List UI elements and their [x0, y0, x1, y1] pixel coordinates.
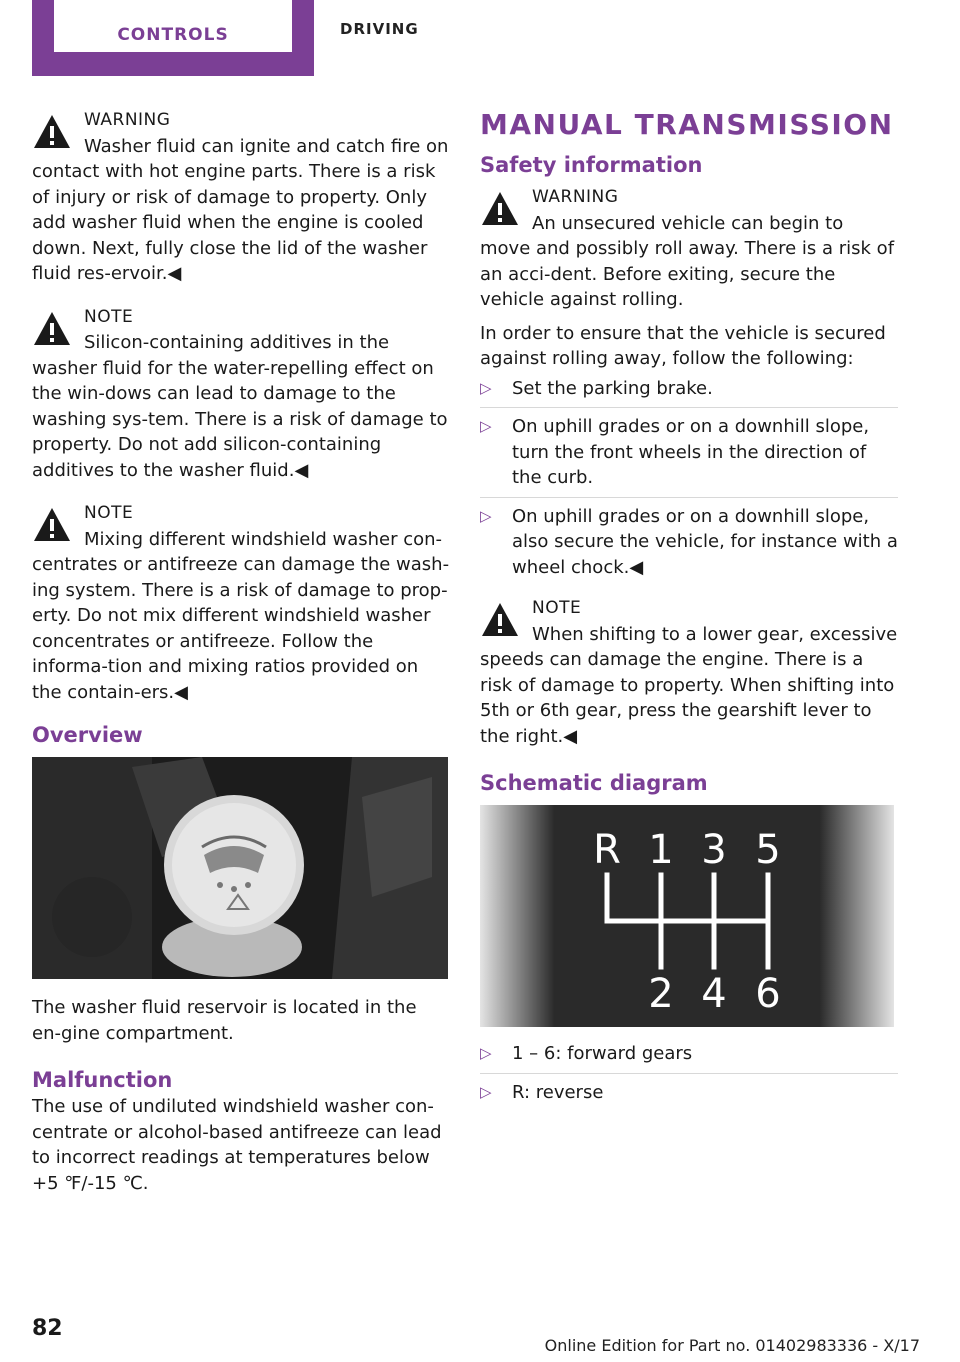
list-item: ▷ On uphill grades or on a downhill slope, also secure the vehicle, for instance with a wheel chock.◀ [480, 505, 898, 578]
note-block [32, 501, 450, 705]
gear-label-r: R [593, 827, 621, 873]
gearshift-schematic [480, 805, 894, 1027]
warning-block [32, 108, 450, 287]
note-block [480, 596, 898, 749]
note-block [32, 305, 450, 484]
tab-driving[interactable]: DRIVING [340, 20, 419, 38]
triangle-bullet-icon: ▷ [480, 506, 492, 525]
note-text: Mixing different windshield washer con-centrates or antifreeze can damage the wash-ing system. There is a risk of damage to prop-erty. Do not mix different windshield washer concentrates or antifreeze. Follow the informa-tion and mixing ratios provided on the contain-ers.◀ [32, 528, 450, 703]
malfunction-text: The use of undiluted windshield washer con-centrate or alcohol-based antifreeze can lead to incorrect readings at temperatures below +5 ℉/-15 ℃. [32, 1096, 442, 1194]
triangle-bullet-icon: ▷ [480, 378, 492, 397]
warning-triangle-icon [480, 600, 520, 640]
page-number: 82 [32, 1316, 63, 1341]
warning-text: An unsecured vehicle can begin to move and possibly roll away. There is a risk of an acci-dent. Before exiting, secure the vehicle against rolling. [480, 212, 895, 310]
intro-text: In order to ensure that the vehicle is secured against rolling away, follow the following: [480, 322, 886, 369]
warning-triangle-icon [32, 112, 72, 152]
note-heading: NOTE [532, 598, 582, 618]
right-column [480, 108, 898, 1121]
note-heading: NOTE [84, 306, 134, 327]
note-text: Silicon-containing additives in the washer fluid for the water-repelling effect on the win-dows can lead to damage to the washing sys-tem. There is a risk of damage to property. Do not add silicon-containing additives to the washer fluid.◀ [32, 332, 448, 481]
warning-triangle-icon [32, 505, 72, 545]
header-tabs [32, 0, 932, 76]
schematic-heading: Schematic diagram [480, 771, 708, 795]
warning-heading: WARNING [532, 187, 619, 207]
list-item: ▷ R: reverse [480, 1080, 898, 1112]
diagram-legend [480, 1041, 898, 1111]
gear-label-3: 3 [701, 827, 727, 873]
gear-label-6: 6 [755, 971, 781, 1017]
warning-triangle-icon [480, 189, 520, 229]
gear-label-2: 2 [648, 971, 674, 1017]
gear-label-1: 1 [648, 827, 674, 873]
warning-block [480, 185, 898, 313]
gear-label-4: 4 [701, 971, 727, 1017]
triangle-bullet-icon: ▷ [480, 1044, 492, 1062]
warning-heading: WARNING [84, 110, 171, 130]
tab-controls[interactable] [32, 0, 314, 76]
malfunction-heading: Malfunction [32, 1068, 173, 1092]
list-item: ▷ Set the parking brake. [480, 376, 898, 409]
list-item: ▷ On uphill grades or on a downhill slope, turn the front wheels in the direction of the curb. [480, 414, 898, 498]
overview-heading: Overview [32, 723, 143, 747]
left-column [32, 108, 450, 1200]
warning-triangle-icon [32, 309, 72, 349]
safety-steps [480, 376, 898, 587]
tab-controls-label: CONTROLS [117, 25, 229, 45]
triangle-bullet-icon: ▷ [480, 1082, 492, 1101]
section-title: MANUAL TRANSMISSION [480, 108, 894, 141]
safety-heading: Safety information [480, 153, 703, 177]
edition-footer: Online Edition for Part no. 01402983336 - X/17 [544, 1336, 920, 1355]
gear-label-5: 5 [755, 827, 781, 873]
washer-reservoir-photo [32, 757, 448, 979]
triangle-bullet-icon: ▷ [480, 417, 492, 435]
overview-caption: The washer fluid reservoir is located in the en-gine compartment. [32, 997, 417, 1044]
note-heading: NOTE [84, 503, 134, 523]
warning-text: Washer fluid can ignite and catch fire on contact with hot engine parts. There is a risk of injury or risk of damage to property. Only add washer fluid when the engine is cooled down. Next, fully close the lid of the washer fluid res-ervoir.◀ [32, 135, 449, 284]
note-text: When shifting to a lower gear, excessive speeds can damage the engine. There is a risk of damage to property. When shifting into 5th or 6th gear, press the gearshift lever to the right.◀ [480, 623, 898, 747]
list-item: ▷ 1 – 6: forward gears [480, 1041, 898, 1074]
